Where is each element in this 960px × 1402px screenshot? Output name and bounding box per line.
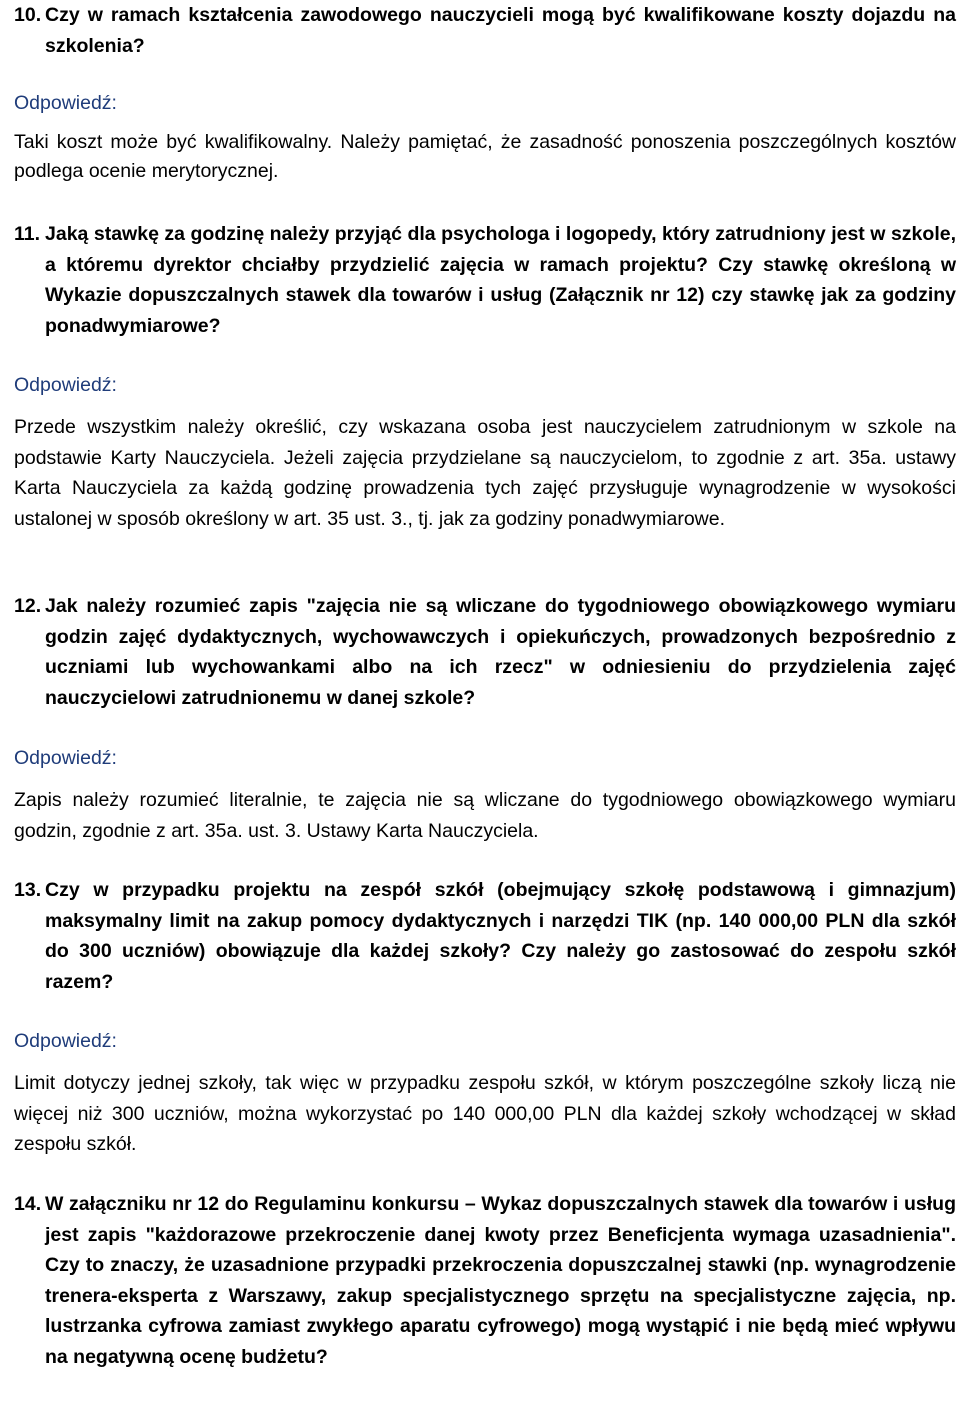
answer-label: Odpowiedź:: [14, 747, 117, 769]
question-item-14: [14, 1189, 956, 1372]
answer-text: Zapis należy rozumieć literalnie, te zajęcia nie są wliczane do tygodniowego obowiązkowego wymiaru godzin, zgodnie z art. 35a. ust. 3. Ustawy Karta Nauczyciela.: [14, 789, 956, 842]
question-text: W załączniku nr 12 do Regulaminu konkursu – Wykaz dopuszczalnych stawek dla towarów i usług jest zapis "każdorazowe przekroczenie danej kwoty przez Beneficjenta wymaga uzasadnienia". Czy to znaczy, że uzasadnione przypadki przekroczenia dopuszczalnej stawki (np. wynagrodzenie trenera-eksperta z Warszawy, zakup specjalistycznego sprzętu na specjalistyczne zajęcia, np. lustrzanka cyfrowa zamiast zwykłego aparatu cyfrowego) mogą wystąpić i nie będą mieć wpływu na negatywną ocenę budżetu?: [45, 1193, 956, 1368]
answer-label: Odpowiedź:: [14, 92, 117, 114]
question-text: Czy w ramach kształcenia zawodowego nauczycieli mogą być kwalifikowane koszty dojazdu na szkolenia?: [45, 4, 956, 57]
answer-text: Przede wszystkim należy określić, czy wskazana osoba jest nauczycielem zatrudnionym w szkole na podstawie Karty Nauczyciela. Jeżeli zajęcia przydzielane są nauczycielom, to zgodnie z art. 35a. ustawy Karta Nauczyciela za każdą godzinę prowadzenia tych zajęć przysługuje wynagrodzenie w wysokości ustalonej w sposób określony w art. 35 ust. 3., tj. jak za godziny ponadwymiarowe.: [14, 416, 956, 530]
question-item-13: [14, 875, 956, 997]
question-heading: [14, 591, 956, 713]
question-number: 14.: [14, 1193, 42, 1215]
question-heading: [14, 1189, 956, 1372]
answer-text: Limit dotyczy jednej szkoły, tak więc w przypadku zespołu szkół, w którym poszczególne szkoły liczą nie więcej niż 300 uczniów, można wykorzystać po 140 000,00 PLN dla każdej szkoły wchodzącej w skład zespołu szkół.: [14, 1072, 956, 1155]
question-item-11: [14, 219, 956, 341]
question-number: 11.: [14, 223, 41, 245]
question-text: Jaką stawkę za godzinę należy przyjąć dla psychologa i logopedy, który zatrudniony jest w szkole, a któremu dyrektor chciałby przydzielić zajęcia w ramach projektu? Czy stawkę określoną w Wykazie dopuszczalnych stawek dla towarów i usług (Załącznik nr 12) czy stawkę jak za godziny ponadwymiarowe?: [45, 223, 956, 337]
question-heading: [14, 219, 956, 341]
question-number: 10.: [14, 4, 42, 26]
question-heading: [14, 875, 956, 997]
question-number: 12.: [14, 595, 42, 617]
answer-label: Odpowiedź:: [14, 374, 117, 396]
question-item-10: [14, 0, 956, 61]
question-text: Jak należy rozumieć zapis "zajęcia nie są wliczane do tygodniowego obowiązkowego wymiaru godzin zajęć dydaktycznych, wychowawczych i opiekuńczych, prowadzonych bezpośrednio z uczniami lub wychowankami albo na ich rzecz" w odniesieniu do przydzielenia zajęć nauczycielowi zatrudnionemu w danej szkole?: [45, 595, 956, 709]
answer-text: Taki koszt może być kwalifikowalny. Należy pamiętać, że zasadność ponoszenia poszczególnych kosztów podlega ocenie merytorycznej.: [14, 131, 956, 182]
question-heading: [14, 0, 956, 61]
answer-label: Odpowiedź:: [14, 1030, 117, 1052]
question-number: 13.: [14, 879, 42, 901]
question-text: Czy w przypadku projektu na zespół szkół (obejmujący szkołę podstawową i gimnazjum) maksymalny limit na zakup pomocy dydaktycznych i narzędzi TIK (np. 140 000,00 PLN dla szkół do 300 uczniów) obowiązuje dla każdej szkoły? Czy należy go zastosować do zespołu szkół razem?: [45, 879, 956, 993]
question-item-12: [14, 591, 956, 713]
